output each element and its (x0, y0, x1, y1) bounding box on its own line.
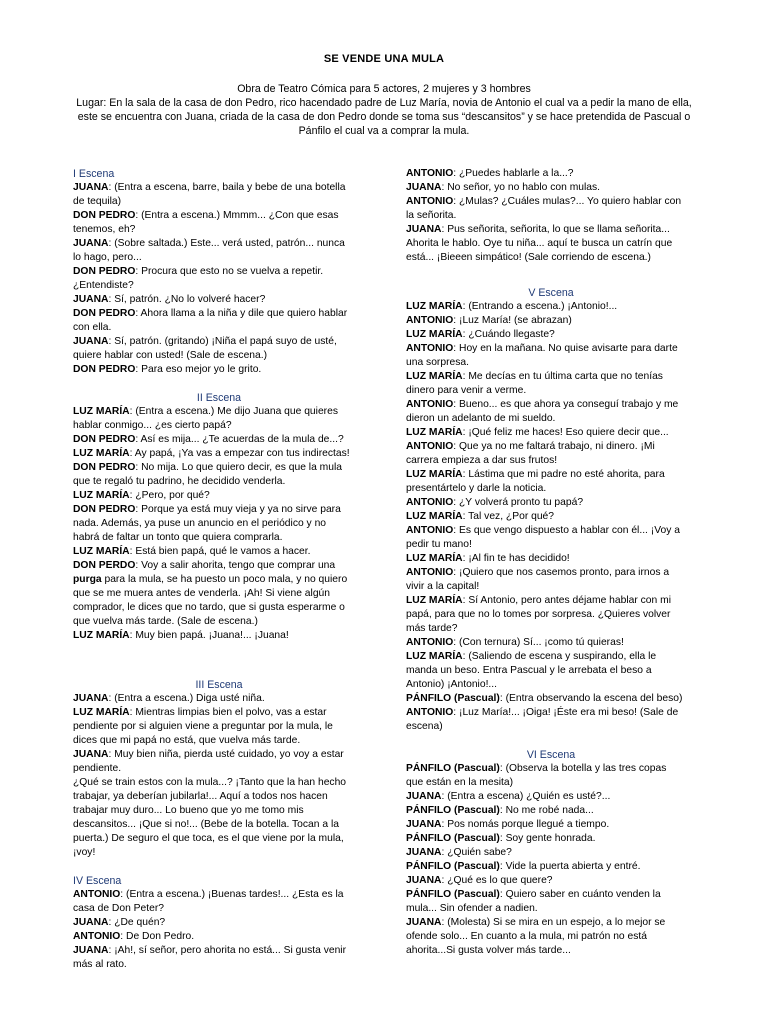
dialogue-line (73, 573, 365, 587)
dialogue-line (73, 209, 365, 223)
dialogue-line (406, 874, 696, 888)
dialogue-text: : ¿Mulas? ¿Cuáles mulas?... Yo quiero hablar con (453, 196, 682, 207)
dialogue-line (406, 678, 696, 692)
dialogue-text: : Vide la puerta abierta y entré. (499, 861, 641, 872)
spacer (406, 265, 696, 286)
dialogue-line (73, 531, 365, 545)
speaker-name: ANTONIO (406, 399, 454, 410)
speaker-name: DON PEDRO (73, 434, 136, 445)
spacer (73, 860, 365, 874)
dialogue-text: una sorpresa. (406, 357, 469, 368)
dialogue-line (406, 776, 696, 790)
dialogue-line (406, 209, 696, 223)
emphasis-word: purga (73, 574, 102, 585)
speaker-name: PÁNFILO (Pascual) (406, 889, 500, 900)
document-title: SE VENDE UNA MULA (323, 53, 445, 65)
dialogue-line (73, 195, 365, 209)
dialogue-line (406, 237, 696, 251)
dialogue-line (73, 958, 365, 972)
dialogue-line (73, 349, 365, 363)
scene-heading: V Escena (528, 287, 574, 299)
dialogue-line (406, 860, 696, 874)
dialogue-text: : Está bien papá, qué le vamos a hacer. (129, 546, 311, 557)
dialogue-line (73, 447, 365, 461)
dialogue-line (73, 237, 365, 251)
dialogue-line (406, 384, 696, 398)
dialogue-line (406, 608, 696, 622)
dialogue-line (73, 475, 365, 489)
dialogue-line (73, 916, 365, 930)
dialogue-line (406, 636, 696, 650)
dialogue-line (73, 818, 365, 832)
dialogue-text: más tarde? (406, 623, 458, 634)
speaker-name: PÁNFILO (Pascual) (406, 833, 500, 844)
speaker-name: ANTONIO (73, 931, 121, 942)
dialogue-line (73, 944, 365, 958)
dialogue-line (73, 902, 365, 916)
dialogue-text: : ¡Qué feliz me haces! Eso quiere decir que... (462, 427, 669, 438)
dialogue-line (406, 300, 696, 314)
dialogue-text: : (Entra a escena.) Diga usté niña. (108, 693, 265, 704)
dialogue-line (406, 664, 696, 678)
dialogue-text: lo hago, pero... (73, 252, 142, 263)
speaker-name: JUANA (73, 294, 109, 305)
dialogue-line (73, 433, 365, 447)
dialogue-line (406, 195, 696, 209)
speaker-name: ANTONIO (406, 567, 454, 578)
speaker-name: LUZ MARÍA (73, 490, 130, 501)
dialogue-text: mula... Sin ofender a nadien. (406, 903, 538, 914)
speaker-name: LUZ MARÍA (406, 511, 463, 522)
dialogue-text: : (Entra a escena) ¿Quién es usté?... (441, 791, 611, 802)
right-column (406, 167, 696, 958)
speaker-name: JUANA (406, 791, 442, 802)
dialogue-line (73, 846, 365, 860)
speaker-name: JUANA (73, 917, 109, 928)
dialogue-line (73, 692, 365, 706)
speaker-name: ANTONIO (406, 196, 454, 207)
dialogue-line (73, 762, 365, 776)
scene-heading: III Escena (195, 679, 243, 691)
dialogue-line (73, 629, 365, 643)
dialogue-line (406, 804, 696, 818)
dialogue-text: : (Entra a escena.) ¡Buenas tardes!... ¿Esta es la (120, 889, 344, 900)
dialogue-line (406, 762, 696, 776)
dialogue-text: Ahorita le hablo. Oye tu niña... aquí te busca un catrín que (406, 238, 673, 249)
spacer (73, 377, 365, 391)
dialogue-text: comprador, le dices que no tardo, que si gusta esperarme o (73, 602, 345, 613)
dialogue-text: : Para eso mejor yo le grito. (135, 364, 262, 375)
dialogue-text: : Hoy en la mañana. No quise avisarte para darte (453, 343, 678, 354)
dialogue-text: : ¿Cuándo llegaste? (462, 329, 555, 340)
dialogue-text: : Porque ya está muy vieja y ya no sirve para (135, 504, 341, 515)
speaker-name: JUANA (406, 875, 442, 886)
dialogue-line (406, 692, 696, 706)
dialogue-text: : (Entra observando la escena del beso) (499, 693, 683, 704)
dialogue-line (73, 307, 365, 321)
dialogue-text: : Ay papá, ¡Ya vas a empezar con tus indirectas! (129, 448, 350, 459)
speaker-name: LUZ MARÍA (406, 553, 463, 564)
dialogue-text: : (Entrando a escena.) ¡Antonio!... (462, 301, 618, 312)
dialogue-text: : Pus señorita, señorita, lo que se llama señorita... (441, 224, 670, 235)
dialogue-text: : Es que vengo dispuesto a hablar con él... ¡Voy a (453, 525, 680, 536)
dialogue-line (73, 363, 365, 377)
dialogue-text: : (Molesta) Si se mira en un espejo, a lo mejor se (441, 917, 666, 928)
speaker-name: JUANA (73, 693, 109, 704)
speaker-name: JUANA (406, 182, 442, 193)
speaker-name: LUZ MARÍA (406, 651, 463, 662)
dialogue-text: : (Entra a escena.) Me dijo Juana que quieres (129, 406, 338, 417)
dialogue-text: habrá de faltar un tonto que quiera comprarla. (73, 532, 283, 543)
dialogue-line (73, 335, 365, 349)
speaker-name: LUZ MARÍA (73, 630, 130, 641)
dialogue-line (406, 566, 696, 580)
dialogue-text: pedir tu mano! (406, 539, 472, 550)
dialogue-text: : ¡Luz María! (se abrazan) (453, 315, 572, 326)
dialogue-line (406, 328, 696, 342)
spacer (73, 643, 365, 664)
dialogue-line (73, 734, 365, 748)
dialogue-line (406, 888, 696, 902)
intro-line: Lugar: En la sala de la casa de don Pedro, rico hacendado padre de Luz María, novia de Antonio el cual va a pedir la mano de ella, (76, 97, 692, 109)
dialogue-text: : (Saliendo de escena y suspirando, ella le (462, 651, 657, 662)
dialogue-text: que te regaló tu padrino, he decidido venderla. (73, 476, 286, 487)
dialogue-text: : Ahora llama a la niña y dile que quiero hablar (135, 308, 348, 319)
dialogue-text: que están en la mesita) (406, 777, 514, 788)
dialogue-text: : Pos nomás porque llegué a tiempo. (441, 819, 610, 830)
dialogue-line (406, 846, 696, 860)
dialogue-text: dieron un adelanto de mi sueldo. (406, 413, 556, 424)
speaker-name: LUZ MARÍA (406, 595, 463, 606)
dialogue-text: pendiente por si alguien viene a preguntar por la mula, le (73, 721, 333, 732)
speaker-name: ANTONIO (406, 168, 454, 179)
spacer (73, 664, 365, 678)
dialogue-line (73, 545, 365, 559)
dialogue-text: : Me decías en tu última carta que no tenías (462, 371, 663, 382)
dialogue-line (406, 356, 696, 370)
speaker-name: JUANA (406, 847, 442, 858)
dialogue-text: hablar conmigo... ¿es cierto papá? (73, 420, 232, 431)
dialogue-text: tenemos, eh? (73, 224, 136, 235)
scene-heading: VI Escena (526, 749, 576, 761)
dialogue-text: : No mija. Lo que quiero decir, es que la mula (135, 462, 343, 473)
document-intro (68, 82, 700, 138)
dialogue-line (406, 370, 696, 384)
dialogue-line (73, 461, 365, 475)
speaker-name: DON PEDRO (73, 462, 136, 473)
dialogue-line (406, 790, 696, 804)
speaker-name: JUANA (73, 238, 109, 249)
dialogue-line (406, 510, 696, 524)
dialogue-text: : Lástima que mi padre no esté ahorita, para (462, 469, 665, 480)
speaker-name: LUZ MARÍA (406, 469, 463, 480)
dialogue-text: : ¿Quién sabe? (441, 847, 512, 858)
dialogue-text: : (Sobre saltada.) Este... verá usted, patrón... nunca (108, 238, 345, 249)
dialogue-line (406, 342, 696, 356)
dialogue-text: : (Entra a escena.) Mmmm... ¿Con que esas (135, 210, 339, 221)
dialogue-line (73, 776, 365, 790)
dialogue-line (406, 622, 696, 636)
dialogue-line (73, 503, 365, 517)
dialogue-line (406, 223, 696, 237)
dialogue-line (406, 412, 696, 426)
speaker-name: DON PEDRO (73, 266, 136, 277)
dialogue-line (73, 517, 365, 531)
dialogue-text: la señorita. (406, 210, 457, 221)
dialogue-line (73, 293, 365, 307)
speaker-name: PÁNFILO (Pascual) (406, 861, 500, 872)
dialogue-text: más al rato. (73, 959, 127, 970)
dialogue-text: de tequila) (73, 196, 122, 207)
dialogue-line (406, 580, 696, 594)
speaker-name: PÁNFILO (Pascual) (406, 693, 500, 704)
dialogue-text: : No señor, yo no hablo con mulas. (441, 182, 601, 193)
dialogue-text: para la mula, se ha puesto un poco mala, y no quiero (101, 574, 348, 585)
speaker-name: ANTONIO (406, 525, 454, 536)
dialogue-text: ¿Qué se train estos con la mula...? ¡Tanto que la han hecho (73, 777, 347, 788)
dialogue-line (73, 706, 365, 720)
dialogue-text: : Que ya no me faltará trabajo, ni dinero. ¡Mi (453, 441, 655, 452)
dialogue-text: manda un beso. Entra Pascual y le arrebata el beso a (406, 665, 652, 676)
dialogue-text: Antonio) ¡Antonio!... (406, 679, 498, 690)
dialogue-text: : Quiero saber en cuánto venden la (499, 889, 661, 900)
dialogue-line (406, 167, 696, 181)
dialogue-text: : Tal vez, ¿Por qué? (462, 511, 555, 522)
dialogue-text: : ¿De quén? (108, 917, 166, 928)
dialogue-line (406, 552, 696, 566)
dialogue-text: : Sí Antonio, pero antes déjame hablar con mi (462, 595, 671, 606)
speaker-name: JUANA (406, 224, 442, 235)
speaker-name: ANTONIO (406, 441, 454, 452)
dialogue-line (406, 902, 696, 916)
speaker-name: JUANA (73, 336, 109, 347)
dialogue-line (406, 594, 696, 608)
dialogue-text: trabajar muy duro... Lo bueno que yo me tomo mis (73, 805, 304, 816)
dialogue-line (73, 265, 365, 279)
dialogue-text: : Sí, patrón. ¿No lo volveré hacer? (108, 294, 266, 305)
dialogue-line (73, 405, 365, 419)
speaker-name: LUZ MARÍA (406, 301, 463, 312)
dialogue-text: : Sí, patrón. (gritando) ¡Niña el papá suyo de usté, (108, 336, 337, 347)
speaker-name: LUZ MARÍA (73, 707, 130, 718)
dialogue-line (406, 440, 696, 454)
dialogue-text: : Soy gente honrada. (499, 833, 596, 844)
dialogue-line (73, 888, 365, 902)
dialogue-text: : Así es mija... ¿Te acuerdas de la mula de...? (135, 434, 344, 445)
speaker-name: ANTONIO (406, 637, 454, 648)
dialogue-text: : ¡Quiero que nos casemos pronto, para irnos a (453, 567, 670, 578)
dialogue-text: está... ¡Bieeen simpático! (Sale corriendo de escena.) (406, 252, 651, 263)
dialogue-text: : ¿Puedes hablarle a la...? (453, 168, 574, 179)
dialogue-line (406, 181, 696, 195)
speaker-name: JUANA (73, 945, 109, 956)
scene-heading: IV Escena (73, 875, 122, 887)
dialogue-line (73, 251, 365, 265)
speaker-name: JUANA (406, 917, 442, 928)
dialogue-text: : Bueno... es que ahora ya conseguí trabajo y me (453, 399, 679, 410)
dialogue-line (73, 615, 365, 629)
dialogue-text: nada. Además, ya puse un anuncio en el periódico y no (73, 518, 327, 529)
dialogue-line (73, 748, 365, 762)
dialogue-text: trabajar, ya deberían jubilarla!... Aquí a todos nos hacen (73, 791, 328, 802)
speaker-name: ANTONIO (406, 343, 454, 354)
intro-line: Obra de Teatro Cómica para 5 actores, 2 mujeres y 3 hombres (237, 83, 531, 95)
speaker-name: PÁNFILO (Pascual) (406, 763, 500, 774)
dialogue-line (406, 398, 696, 412)
dialogue-line (73, 321, 365, 335)
speaker-name: LUZ MARÍA (73, 406, 130, 417)
dialogue-line (406, 944, 696, 958)
dialogue-line (73, 601, 365, 615)
dialogue-text: carrera empieza a dar sus frutos! (406, 455, 558, 466)
dialogue-line (406, 496, 696, 510)
dialogue-line (406, 314, 696, 328)
dialogue-text: : ¡Luz María!... ¡Oiga! ¡Éste era mi beso! (Sale de (453, 707, 679, 718)
speaker-name: JUANA (73, 182, 109, 193)
dialogue-text: : Muy bien papá. ¡Juana!... ¡Juana! (129, 630, 289, 641)
dialogue-text: : ¡Ah!, sí señor, pero ahorita no está... Si gusta venir (108, 945, 347, 956)
speaker-name: DON PEDRO (73, 210, 136, 221)
intro-line: este se encuentra con Juana, criada de la casa de don Pedro donde se toma sus “descansitos” y se hace pretendida de Pascual o (77, 111, 691, 123)
speaker-name: ANTONIO (406, 707, 454, 718)
dialogue-text: dinero para venir a verme. (406, 385, 527, 396)
dialogue-text: ¡voy! (73, 847, 96, 858)
speaker-name: DON PEDRO (73, 364, 136, 375)
dialogue-line (73, 181, 365, 195)
dialogue-text: dices que mi papá no está, que vuelva más tarde. (73, 735, 301, 746)
dialogue-text: puerta.) De seguro el que toca, es el que viene por la mula, (73, 833, 344, 844)
speaker-name: ANTONIO (406, 497, 454, 508)
dialogue-text: : Procura que esto no se vuelva a repetir. (135, 266, 324, 277)
dialogue-text: : (Observa la botella y las tres copas (499, 763, 667, 774)
left-column (73, 167, 365, 972)
dialogue-text: : Voy a salir ahorita, tengo que comprar una (135, 560, 336, 571)
dialogue-text: : ¿Qué es lo que quere? (441, 875, 553, 886)
dialogue-text: que vuelva más tarde. (Sale de escena.) (73, 616, 258, 627)
dialogue-text: casa de Don Peter? (73, 903, 165, 914)
dialogue-line (406, 524, 696, 538)
dialogue-line (406, 720, 696, 734)
dialogue-line (406, 832, 696, 846)
scene-heading: I Escena (73, 168, 115, 180)
speaker-name: LUZ MARÍA (406, 427, 463, 438)
dialogue-line (73, 804, 365, 818)
dialogue-line (406, 916, 696, 930)
dialogue-line (73, 223, 365, 237)
speaker-name: LUZ MARÍA (406, 329, 463, 340)
dialogue-text: : (Entra a escena, barre, baila y bebe de una botella (108, 182, 346, 193)
dialogue-line (73, 559, 365, 573)
dialogue-line (73, 587, 365, 601)
spacer (406, 734, 696, 748)
dialogue-text: con ella. (73, 322, 112, 333)
dialogue-text: ahorita...Si gusta volver más tarde... (406, 945, 571, 956)
dialogue-text: : No me robé nada... (499, 805, 594, 816)
speaker-name: PÁNFILO (Pascual) (406, 805, 500, 816)
dialogue-text: : ¿Y volverá pronto tu papá? (453, 497, 584, 508)
dialogue-line (406, 482, 696, 496)
dialogue-text: ¿Entendiste? (73, 280, 134, 291)
dialogue-line (73, 930, 365, 944)
dialogue-line (73, 832, 365, 846)
dialogue-line (406, 426, 696, 440)
dialogue-text: : (Con ternura) Sí... ¡como tú quieras! (453, 637, 624, 648)
speaker-name: DON PEDRO (73, 308, 136, 319)
dialogue-line (406, 454, 696, 468)
intro-line: Pánfilo el cual va a comprar la mula. (298, 125, 470, 137)
dialogue-text: : De Don Pedro. (120, 931, 195, 942)
dialogue-line (73, 489, 365, 503)
speaker-name: LUZ MARÍA (73, 546, 130, 557)
speaker-name: LUZ MARÍA (406, 371, 463, 382)
dialogue-line (406, 538, 696, 552)
dialogue-text: : ¡Al fin te has decidido! (462, 553, 570, 564)
speaker-name: ANTONIO (73, 889, 121, 900)
dialogue-line (73, 279, 365, 293)
speaker-name: JUANA (73, 749, 109, 760)
speaker-name: DON PERDO (73, 560, 136, 571)
scene-heading: II Escena (196, 392, 242, 404)
dialogue-text: que se me muera antes de venderla. ¡Ah! Si viene algún (73, 588, 331, 599)
dialogue-line (73, 790, 365, 804)
dialogue-line (406, 251, 696, 265)
speaker-name: DON PEDRO (73, 504, 136, 515)
dialogue-text: pendiente. (73, 763, 122, 774)
dialogue-line (406, 818, 696, 832)
dialogue-line (73, 720, 365, 734)
dialogue-line (406, 930, 696, 944)
dialogue-line (406, 468, 696, 482)
dialogue-text: : ¿Pero, por qué? (129, 490, 210, 501)
speaker-name: LUZ MARÍA (73, 448, 130, 459)
dialogue-text: ofende solo... En cuanto a la mula, mi patrón no está (406, 931, 647, 942)
dialogue-text: escena) (406, 721, 443, 732)
dialogue-text: papá, para que no lo tomes por sorpresa. ¿Quieres volver (406, 609, 671, 620)
dialogue-text: descansitos... ¡Que si no!... (Bebe de la botella. Tocan a la (73, 819, 339, 830)
dialogue-text: : Mientras limpias bien el polvo, vas a estar (129, 707, 327, 718)
dialogue-text: : Muy bien niña, pierda usté cuidado, yo voy a estar (108, 749, 344, 760)
dialogue-text: vivir a la capital! (406, 581, 480, 592)
speaker-name: JUANA (406, 819, 442, 830)
dialogue-line (406, 650, 696, 664)
speaker-name: ANTONIO (406, 315, 454, 326)
dialogue-text: presentártelo y darle la noticia. (406, 483, 547, 494)
dialogue-line (73, 419, 365, 433)
dialogue-text: quiere hablar con usted! (Sale de escena.) (73, 350, 268, 361)
dialogue-line (406, 706, 696, 720)
